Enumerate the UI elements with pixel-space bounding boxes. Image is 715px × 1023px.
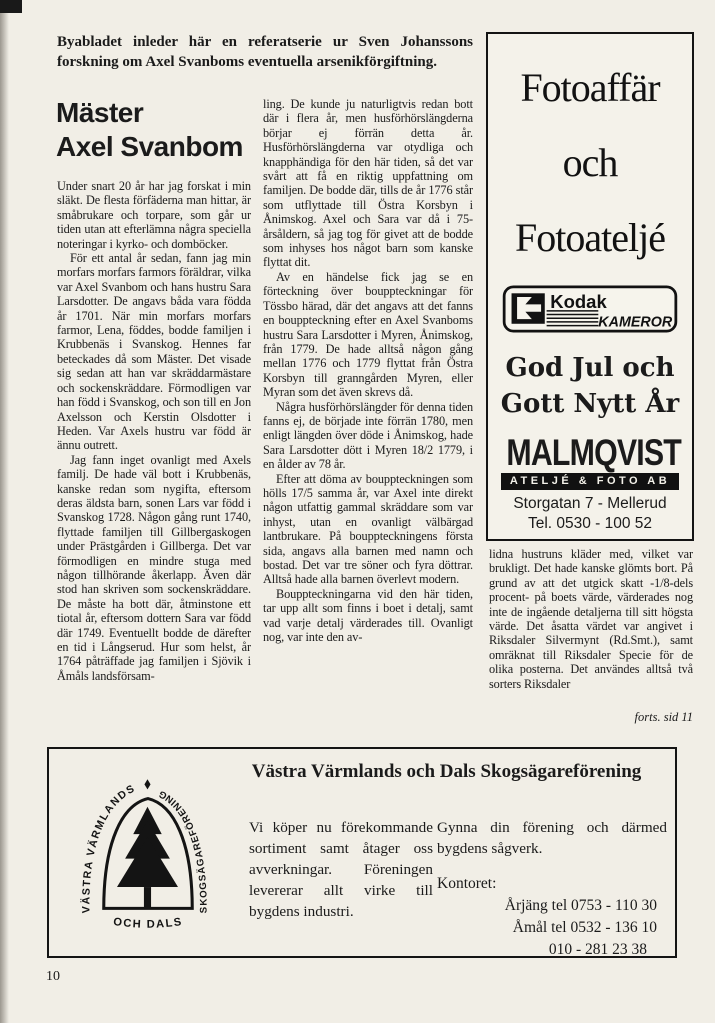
page-number: 10 (46, 969, 60, 984)
scan-edge-shadow (0, 0, 9, 1023)
office-phone-line: Årjäng tel 0753 - 110 30 (504, 897, 657, 914)
article-title (56, 96, 243, 164)
article-paragraph: Av en händelse fick jag se en förteckning över bouppteckningar för Tössbo härad, där det angavs att det fanns en bouppteckning efter en Axel Svanboms hustru Sara Larsdotter i Myren, Ånimskog, från 1779. De hade alltså någon gång mellan 1776 och 1779 flyttat från Östra Korsbyn till granngården Myren, eller Myran som det även skrevs då. (263, 269, 473, 400)
forest-association-logo (59, 777, 237, 937)
kodak-product-text: KAMEROR (598, 314, 673, 331)
kodak-brand-text: Kodak (550, 291, 607, 313)
kodak-logo (488, 285, 692, 338)
logo-arc-text-right: SKOGSÄGAREFÖRENING (156, 787, 210, 914)
photo-ad-headline-line: och (562, 140, 618, 185)
forest-association-ad (47, 747, 677, 958)
article-column-3 (489, 547, 693, 691)
office-phone-lines (437, 895, 667, 961)
greeting-line1: God Jul och (505, 353, 675, 383)
article-title-line2: Axel Svanbom (56, 131, 243, 162)
photo-ad-headline-line: Fotoateljé (515, 215, 665, 260)
article-column-1 (57, 179, 251, 683)
company-name: MALMQVIST (506, 432, 682, 473)
office-phone-line: 010 - 281 23 38 (548, 941, 647, 958)
forest-ad-left-text: Vi köper nu förekommande sortiment samt åtager oss avverkningar. Föreningen levererar allt virke till bygdens industri. (249, 819, 433, 920)
photo-ad-headline-line: Fotoaffär (520, 65, 660, 110)
svg-text:OCH DALS (112, 916, 183, 931)
company-address: Storgatan 7 - Mellerud (513, 495, 667, 512)
company-phone: Tel. 0530 - 100 52 (527, 515, 653, 532)
forest-ad-title: Västra Värmlands och Dals Skogsägareförening (251, 761, 642, 782)
article-lede: Byabladet inleder här en referatserie ur Sven Johanssons forskning om Axel Svanboms eventuella arsenikförgiftning. (57, 34, 473, 70)
continued-on-page-note: forts. sid 11 (634, 710, 693, 724)
article-paragraph: Efter att döma av bouppteckningen som hölls 17/5 samma år, var Axel inte direkt någon utfattig gammal skräddare som var inhyst, utan en ovanligt välbärgad lantbrukare. På bouppteckningens första sida, angavs alla barnen med namn och bostad. Det var tre söner och fyra döttrar. Alltså hade alla barnen överlevt modern. (263, 471, 473, 587)
article-title-line1: Mäster (56, 97, 144, 128)
scan-corner-mark (0, 0, 22, 13)
kodak-logo-icon (502, 285, 678, 333)
article-paragraph: Jag fann inget ovanligt med Axels familj. De hade väl bott i Krubbenäs, kanske redan som nygifta, eftersom deras äldsta barn, sonen Lars var född i Svanskog 1728. Någon gång runt 1740, flyttade familjen till Gillbergaskogen under Prästgården i Gillberga. Det var förmodligen en mindre stuga med någon tillhörande åkerlapp. Även där stod han skriven som sockenskräddare. De måste ha bott där, åtminstone ett tiotal år, eftersom dottern Sara var född där 1749. Eventuellt bodde de därefter en tid i Långserud. Hur som helst, år 1764 påträffade jag familjen i Sjövik i Åmåls landsförsam- (57, 452, 251, 683)
article-paragraph: Bouppteckningarna vid den här tiden, tar upp allt som finns i boet i detalj, samt vad varje detalj värderades till. Ovanligt nog, var inte den av- (263, 586, 473, 645)
logo-arc-text-left: VÄSTRA VÄRMLANDS (80, 782, 138, 914)
office-phone-line: Åmål tel 0532 - 136 10 (512, 919, 657, 936)
article-paragraph: För ett antal år sedan, fann jag min morfars morfars farmors föräldrar, vilka var Axel Svanbom och hans hustru Sara Larsdotter. De angavs båda vara födda år 1701. När min morfars morfars farmor, Lena, föddes, bodde familjen i Krubbenäs i Svanskog. Hennes far beteckades då som Mäster. Det visade sig sedan att han var skräddarmästare och sockenskräddare. Förmodligen var han född i Svanskog, och son till en Jon Axelsson och Kerstin Olsdotter i Heden. Var Axels hustru var född är ännu outrett. (57, 251, 251, 453)
article-paragraph: Några husförhörslängder för denna tiden fanns ej, de började inte förrän 1780, men enligt längden över döde i Ånimskog, hade Sara Larsdotter dött i Myren 18/2 1779, i en ålder av 78 år. (263, 399, 473, 472)
forest-ad-office-block (437, 873, 667, 961)
logo-arc-text-bottom: OCH DALS (112, 915, 184, 931)
article-paragraph: lidna hustruns kläder med, vilket var brukligt. Det hade kanske glömts bort. På grund av att det utgick skatt -1/8-dels procent- på boets värde, värderades nog inte de ingående detaljerna till sitt högsta värde. Det åsatta värdet var angivet i Riksdaler Silvermynt (Rd.Smt.), samt omräknat till Riksdaler Specie för de olika posterna. Det användes alltså två sorters Riksdaler (489, 547, 693, 691)
photo-ad-headline (488, 34, 692, 275)
spruce-tree-logo-icon (59, 777, 237, 932)
svg-text:VÄSTRA VÄRMLANDS (79, 782, 137, 913)
photo-shop-ad (486, 32, 694, 541)
article-paragraph: ling. De kunde ju naturligtvis redan bott där i flera år, men husförhörslängderna börjar ej förrän detta år. Husförhörslängderna var otydliga och knapphändiga för den här tiden, så det var svårt att få en riktig uppfattning om familjen. De bodde där, tills de år 1776 står som utflyttade till Östra Korsbyn i Ånimskog. Axel och Sara var då i 75-årsåldern, så jag tog för givet att de bodde som inhyses hos något barn som kanske flyttat dit. (263, 97, 473, 270)
article-paragraph: Under snart 20 år har jag forskat i min släkt. De flesta förfäderna man hittar, är småbrukare och torpare, som går ur tiden utan att efterlämna några speciella noteringar i kyrko- och domböcker. (57, 179, 251, 251)
company-subtitle-bar: ATELJÉ & FOTO AB (501, 473, 679, 490)
season-greeting (488, 350, 692, 422)
greeting-line2: Gott Nytt År (500, 389, 680, 419)
office-label: Kontoret: (437, 875, 497, 892)
forest-ad-right-text: Gynna din förening och därmed bygdens sågverk. (437, 819, 667, 857)
article-column-2 (263, 97, 473, 644)
